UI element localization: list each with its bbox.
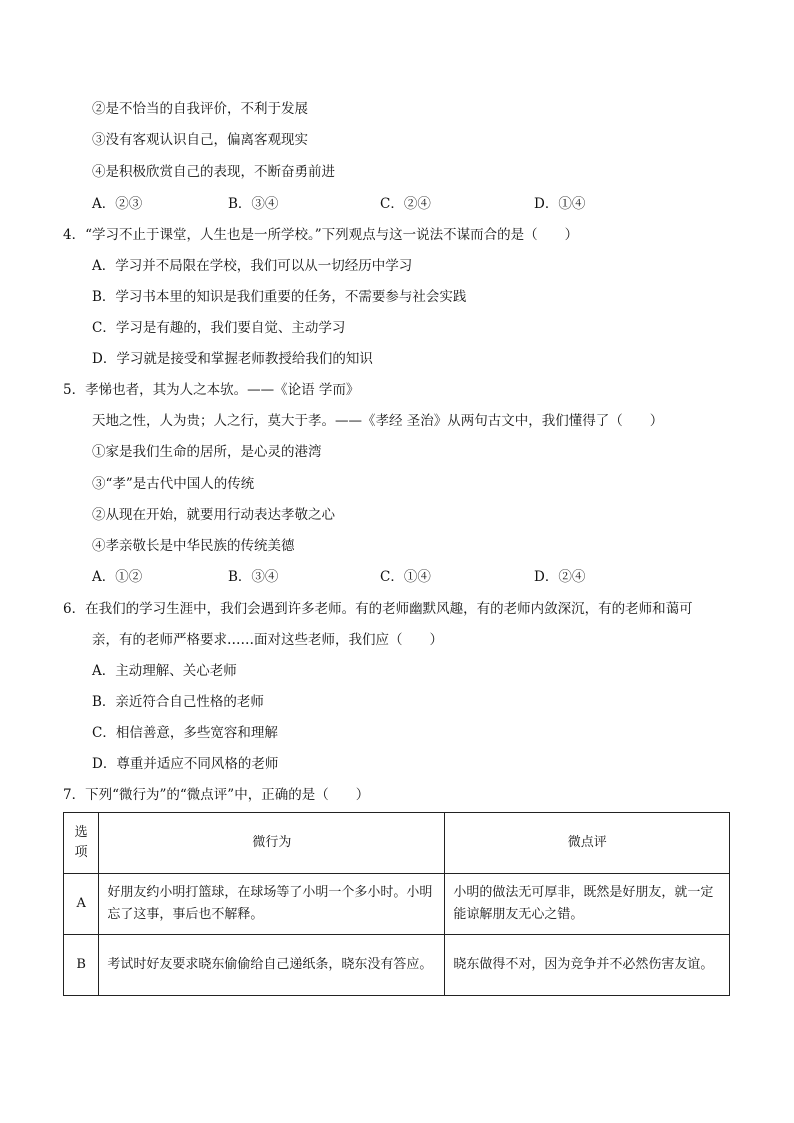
q6-stem-line1: 6．在我们的学习生涯中，我们会遇到许多老师。有的老师幽默风趣，有的老师内敛深沉，有的老师和蔼可 — [63, 601, 693, 617]
q4-stem: 4．“学习不止于课堂，人生也是一所学校。”下列观点与这一说法不谋而合的是（ ） — [63, 227, 579, 243]
q7-row-a-comment: 小明的做法无可厚非，既然是好朋友，就一定能谅解朋友无心之错。 — [445, 874, 730, 935]
q6-option-b: B．亲近符合自己性格的老师 — [92, 694, 264, 710]
q7-stem: 7．下列“微行为”的“微点评”中，正确的是（ ） — [63, 787, 370, 803]
q7-header-option — [64, 813, 99, 874]
q3-item-2: ②是不恰当的自我评价，不利于发展 — [92, 101, 308, 117]
q7-row-a-option: A — [64, 874, 99, 935]
q7-row-b-behavior: 考试时好友要求晓东偷偷给自己递纸条，晓东没有答应。 — [99, 935, 445, 996]
q3-item-4: ④是积极欣赏自己的表现，不断奋勇前进 — [92, 164, 335, 180]
table-row — [64, 874, 730, 935]
q5-item-3: ③“孝”是古代中国人的传统 — [92, 476, 255, 492]
q4-option-d: D．学习就是接受和掌握老师教授给我们的知识 — [92, 351, 373, 367]
q7-table-header-row — [64, 813, 730, 874]
q5-item-1: ①家是我们生命的居所，是心灵的港湾 — [92, 444, 322, 460]
q5-stem-line1: 5．孝悌也者，其为人之本欤。——《论语 学而》 — [63, 382, 360, 398]
q3-option-b: B．③④ — [228, 196, 279, 212]
q5-option-d: D．②④ — [534, 569, 586, 585]
q5-item-4: ④孝亲敬长是中华民族的传统美德 — [92, 538, 295, 554]
q6-option-a: A．主动理解、关心老师 — [92, 663, 237, 679]
q4-option-a: A．学习并不局限在学校，我们可以从一切经历中学习 — [92, 258, 413, 274]
q7-row-a-behavior: 好朋友约小明打篮球，在球场等了小明一个多小时。小明忘了这事，事后也不解释。 — [99, 874, 445, 935]
table-row — [64, 935, 730, 996]
q3-item-3: ③没有客观认识自己，偏离客观现实 — [92, 132, 308, 148]
q7-header-behavior: 微行为 — [99, 813, 445, 874]
q4-option-c: C．学习是有趣的，我们要自觉、主动学习 — [92, 320, 346, 336]
q5-option-b: B．③④ — [228, 569, 279, 585]
q7-table — [63, 812, 730, 996]
q3-option-a: A．②③ — [92, 196, 143, 212]
q7-header-option-label: 选项 — [74, 824, 88, 860]
q5-item-2: ②从现在开始，就要用行动表达孝敬之心 — [92, 507, 335, 523]
q5-stem-line2: 天地之性，人为贵；人之行，莫大于孝。——《孝经 圣治》从两句古文中，我们懂得了（ ） — [92, 413, 664, 429]
q4-option-b: B．学习书本里的知识是我们重要的任务，不需要参与社会实践 — [92, 289, 467, 305]
q5-option-c: C．①④ — [380, 569, 431, 585]
q7-row-b-comment: 晓东做得不对，因为竞争并不必然伤害友谊。 — [445, 935, 730, 996]
q3-option-d: D．①④ — [534, 196, 586, 212]
q5-option-a: A．①② — [92, 569, 143, 585]
q7-row-b-option: B — [64, 935, 99, 996]
q6-stem-line2: 亲，有的老师严格要求……面对这些老师，我们应（ ） — [92, 632, 443, 648]
q6-option-c: C．相信善意，多些宽容和理解 — [92, 725, 278, 741]
q7-header-comment: 微点评 — [445, 813, 730, 874]
q6-option-d: D．尊重并适应不同风格的老师 — [92, 756, 279, 772]
q3-option-c: C．②④ — [380, 196, 431, 212]
